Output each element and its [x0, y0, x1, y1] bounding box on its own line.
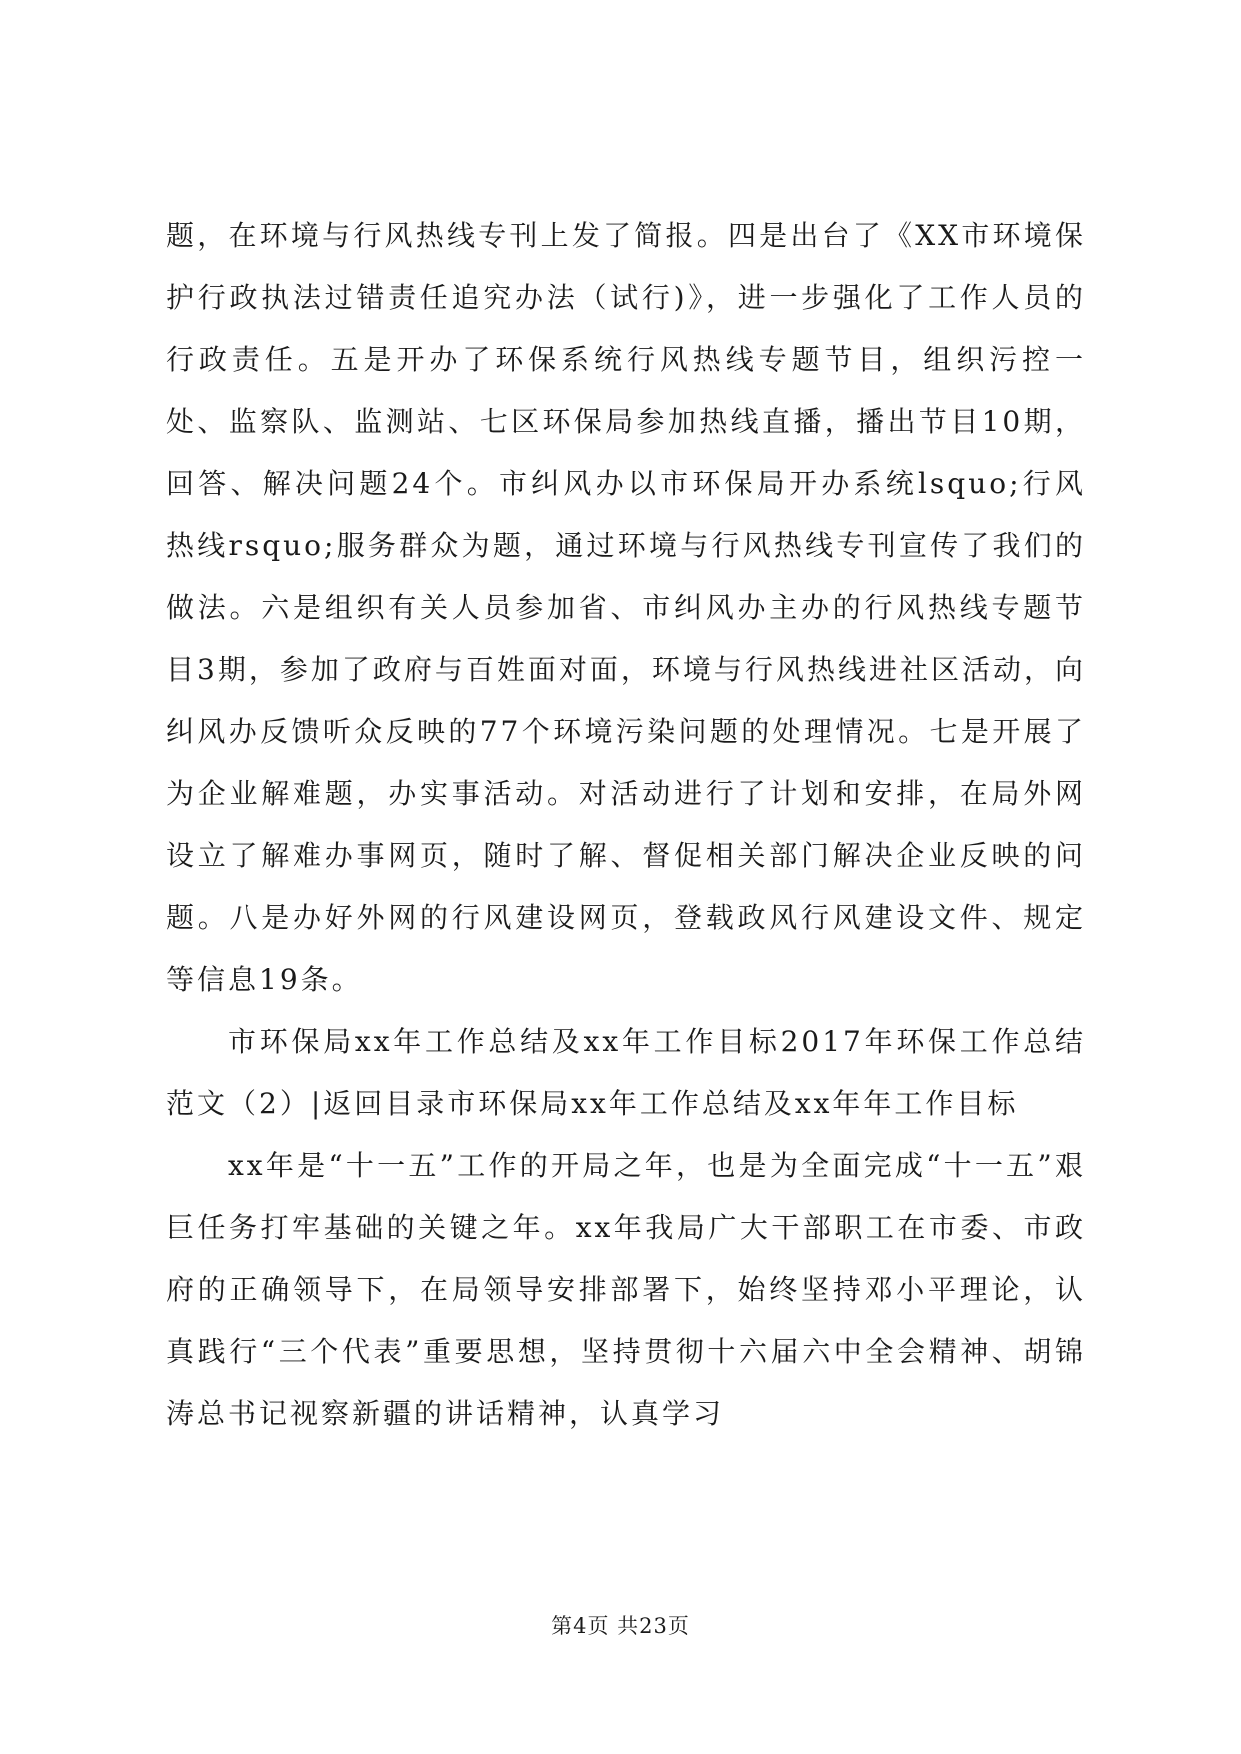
- paragraph-heading: 市环保局xx年工作总结及xx年工作目标2017年环保工作总结范文（2）|返回目录市环保局xx年工作总结及xx年年工作目标: [166, 1025, 1086, 1120]
- paragraph-opening: xx年是“十一五”工作的开局之年，也是为全面完成“十一五”艰巨任务打牢基础的关键之年。xx年我局广大干部职工在市委、市政府的正确领导下，在局领导安排部署下，始终坚持邓小平理论，认真践行“三个代表”重要思想，坚持贯彻十六届六中全会精神、胡锦涛总书记视察新疆的讲话精神，认真学习: [166, 1149, 1086, 1430]
- page-number-footer: 第4页 共23页: [551, 1614, 690, 1638]
- paragraph-continuation: 题，在环境与行风热线专刊上发了简报。四是出台了《XX市环境保护行政执法过错责任追究办法（试行)》，进一步强化了工作人员的行政责任。五是开办了环保系统行风热线专题节目，组织污控一处、监察队、监测站、七区环保局参加热线直播，播出节目10期，回答、解决问题24个。市纠风办以市环保局开办系统lsquo;行风热线rsquo;服务群众为题，通过环境与行风热线专刊宣传了我们的做法。六是组织有关人员参加省、市纠风办主办的行风热线专题节目3期，参加了政府与百姓面对面，环境与行风热线进社区活动，向纠风办反馈听众反映的77个环境污染问题的处理情况。七是开展了为企业解难题，办实事活动。对活动进行了计划和安排，在局外网设立了解难办事网页，随时了解、督促相关部门解决企业反映的问题。八是办好外网的行风建设网页，登载政风行风建设文件、规定等信息19条。: [166, 219, 1086, 996]
- document-body: [166, 205, 1086, 1445]
